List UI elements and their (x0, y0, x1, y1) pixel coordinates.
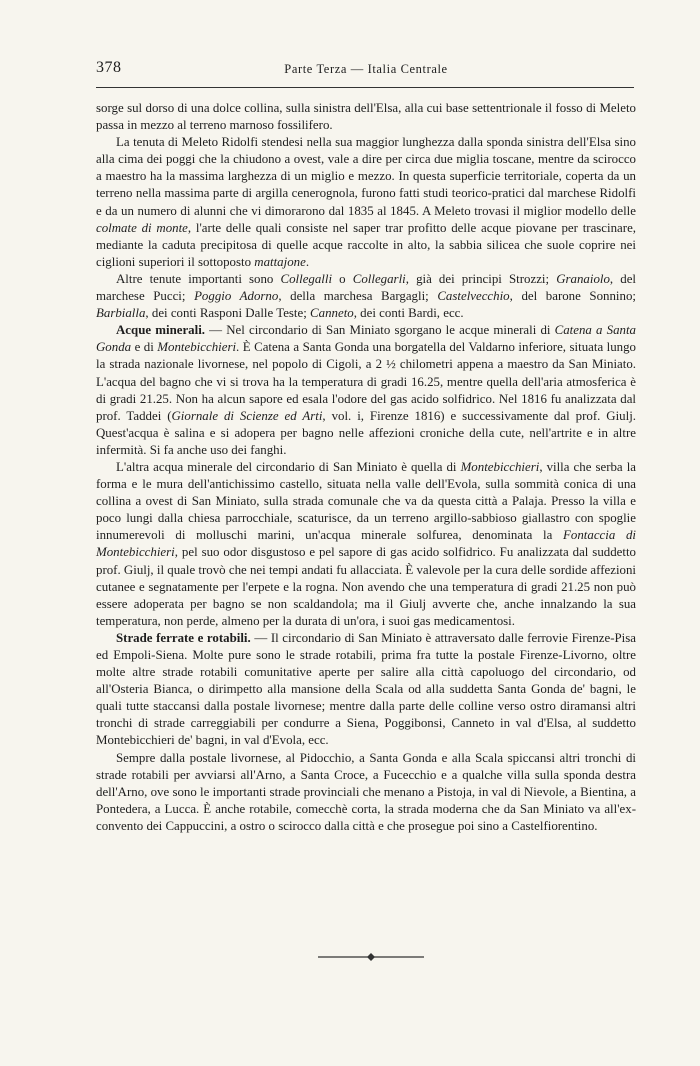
italic-run: colmate di monte (96, 220, 188, 235)
text-run: , l'arte delle quali consiste nel saper trar profitto delle acque piovane per trascinare, mediante la caduta precipitosa di quelle acque raccolte in alto, la sabbia silicea che suole coprire nei ciglioni superiori il sottoposto (96, 220, 637, 269)
paragraph (96, 271, 636, 322)
text-run: — Il circondario di San Miniato è attraversato dalle ferrovie Firenze-Pisa ed Empoli-Siena. Molte pure sono le strade rotabili, prima fra tutte la postale Firenze-Livorno, oltre molte altre strade rotabili comunitative aperte per salire alla città capoluogo del circondario, od all'Osteria Bianca, o dirimpetto alla mansione della Scala od alla suddetta Santa Gonda de' bagni, le quali tutte staccansi dalla postale livornese; mentre dalla parte delle colline verso ostro diramansi altri tronchi di strade carreggiabili per condurre a Siena, Poggibonsi, Canneto in val d'Elsa, al suddetto Montebicchieri de' bagni, in val d'Evola, ecc. (96, 630, 637, 748)
paragraph (96, 630, 636, 750)
text-run: Sempre dalla postale livornese, al Pidocchio, a Santa Gonda e alla Scala spiccansi altri tronchi di strade rotabili per avviarsi all'Arno, a Santa Croce, a Fucecchio e a qualche villa sulla sponda destra dell'Arno, ove sono le importanti strade provinciali che menano a Pistoja, in val di Nievole, a Bientina, a Pontedera, a Lucca. È anche rotabile, comecchè corta, la strada moderna che da San Miniato va all'ex-convento dei Cappuccini, a ostro o scirocco dalla città e che prosegue poi sino a Castelfiorentino. (96, 750, 636, 833)
text-run: sorge sul dorso di una dolce collina, sulla sinistra dell'Elsa, alla cui base settentrionale il fosso di Meleto passa in mezzo al terreno marnoso fossilifero. (96, 101, 636, 133)
section-heading: Strade ferrate e rotabili. (116, 630, 251, 645)
end-ornament (316, 950, 426, 964)
text-run: , dei conti Bardi, ecc. (353, 306, 464, 321)
header-rule (96, 87, 634, 88)
page-number: 378 (96, 59, 122, 76)
text-run: Altre tenute importanti sono (116, 271, 281, 286)
text-run: , vol. i, Firenze 1816) e successivamente dal prof. Giulj. Quest'acqua è salina e si adopera per bagno nelle affezioni croniche della cute, nell'artrite e in altre infermità. Si fa anche uso dei fanghi. (96, 408, 636, 457)
text-run: , pel suo odor disgustoso e pel sapore di gas acido solfidrico. Fu analizzata dal suddetto prof. Giulj, il quale trovò che nei tempi andati fu allacciata. È valevole per la cura delle sordide affezioni cutanee e segnatamente per l'erpete e la rogna. Non avendo che una temperatura di gradi 21.25 non può essere adoperata per bagno se non scaldandola; ma il Giulj avverte che, anche innalzando la sua temperatura, non perde, almeno per la durata di un'ora, i suoi gas medicamentosi. (96, 545, 636, 628)
text-run: e di (131, 340, 158, 355)
italic-run: Giornale di Scienze ed Arti (171, 408, 323, 423)
paragraph (96, 134, 636, 271)
page-header (96, 58, 636, 80)
text-run: , della marchesa Bargagli; (278, 289, 438, 304)
text-run: , dei conti Rasponi Dalle Teste; (145, 306, 311, 321)
italic-run: Fontaccia di Montebicchieri (96, 528, 636, 560)
text-run: , già dei principi Strozzi; (405, 271, 557, 286)
italic-run: mattajone (254, 254, 306, 269)
paragraph (96, 322, 636, 459)
italic-run: Montebicchieri (460, 459, 540, 474)
body-text (96, 100, 636, 835)
paragraph (96, 100, 636, 134)
paragraph (96, 750, 636, 835)
text-run: o (332, 271, 353, 286)
text-run: — Nel circondario di San Miniato sgorgano le acque minerali di (205, 323, 555, 338)
section-heading: Acque minerali. (116, 323, 206, 338)
text-run: , villa che serba la forma e le mura dell'antichissimo castello, situata nella valle dell'Evola, sulla sommità conica di una collina a ovest di San Miniato, sulla strada comunale che va da questa città a Palaja. Presso la villa e poco lungi dalla chiesa parrocchiale, scaturisce, da un terreno argillo-sabbioso giallastro con spoglie innumerevoli di molluschi marini, un'acqua minerale solfurea, denominata la (96, 459, 636, 543)
italic-run: Montebicchieri (157, 340, 237, 355)
text-run: . (305, 254, 310, 269)
text-run: L'altra acqua minerale del circondario di San Miniato è quella di (116, 459, 461, 474)
paragraph (96, 459, 636, 630)
italic-run: Barbialla (96, 306, 146, 321)
italic-run: Canneto (310, 306, 354, 321)
text-run: , del marchese Pucci; (96, 271, 637, 304)
italic-run: Castelvecchio (437, 289, 510, 304)
italic-run: Catena a Santa Gonda (96, 323, 636, 355)
running-title: Parte Terza — Italia Centrale (284, 62, 448, 76)
italic-run: Poggio Adorno (194, 289, 279, 304)
text-run: La tenuta di Meleto Ridolfi stendesi nella sua maggior lunghezza dalla sponda sinistra dell'Elsa sino alla cima dei poggi che la chiudono a ovest, vale a dire per circa due miglia toscane, mentre da scirocco a maestro ha la massima larghezza di un miglio e mezzo. In questa superficie territoriale, coperta da un terreno nella massima parte di argilla cenerognola, furono fatti studi teorico-pratici dal marchese Ridolfi e da un numero di alunni che vi dimorarono dal 1835 al 1845. A Meleto trovasi il miglior modello delle (96, 135, 636, 218)
italic-run: Collegalli (280, 271, 333, 286)
text-run: . È Catena a Santa Gonda una borgatella del Valdarno inferiore, situata lungo la strada nazionale livornese, nel popolo di Cigoli, a 2 ½ chilometri appena a maestro da San Miniato. L'acqua del bagno che vi si trova ha la temperatura di gradi 16.25, mentre quella dell'aria atmosferica è di gradi 21.25. Non ha alcun sapore ed esala l'odore del gas acido solfidrico. Nel 1816 fu analizzata dal prof. Taddei ( (96, 340, 637, 423)
text-run: , del barone Sonnino; (509, 289, 636, 304)
italic-run: Collegarli (352, 271, 406, 286)
italic-run: Granaiolo (556, 271, 610, 286)
